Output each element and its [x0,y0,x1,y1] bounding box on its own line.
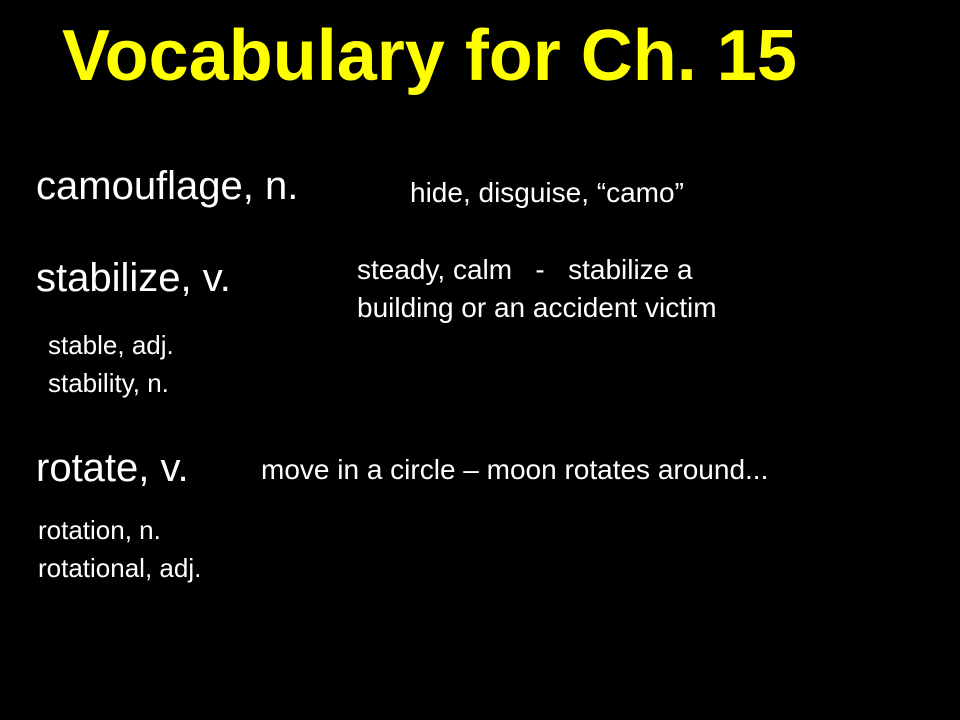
slide-title: Vocabulary for Ch. 15 [62,16,797,96]
form-stability: stability, n. [48,367,169,398]
term-stabilize: stabilize, v. [36,256,231,300]
definition-stabilize-line-1: steady, calm - stabilize a [357,254,693,285]
definition-rotate: move in a circle – moon rotates around... [261,454,769,485]
related-forms-rotate [38,512,201,587]
term-rotate: rotate, v. [36,446,189,490]
definition-stabilize [357,251,717,327]
form-rotational: rotational, adj. [38,552,202,583]
form-rotation: rotation, n. [38,515,161,545]
definition-stabilize-line-2: building or an accident victim [357,291,717,323]
form-stable: stable, adj. [48,330,174,360]
related-forms-stabilize [48,327,174,402]
definition-camouflage: hide, disguise, “camo” [410,177,684,208]
term-camouflage: camouflage, n. [36,164,299,208]
